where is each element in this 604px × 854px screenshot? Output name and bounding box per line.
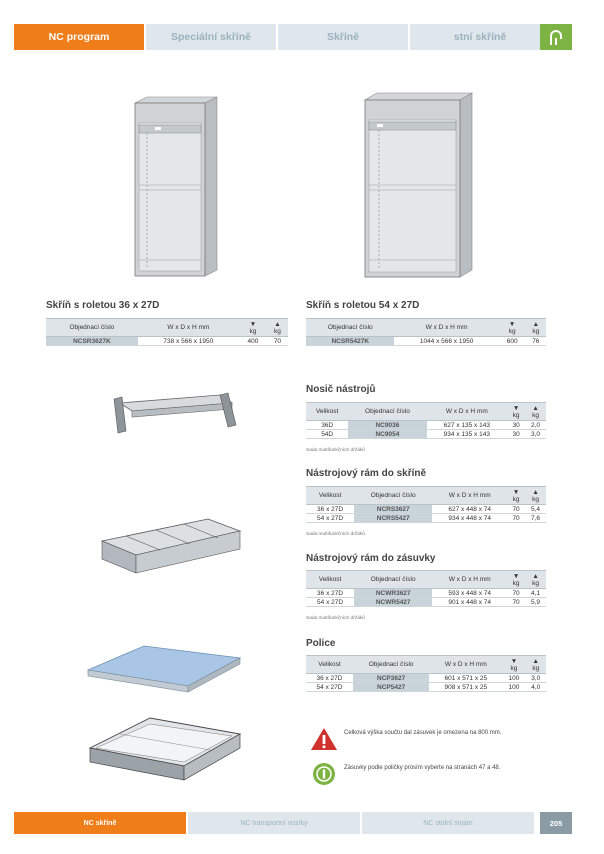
cabinet-54-spec-table (306, 318, 546, 346)
tab-wall-cabinets[interactable]: stní skříně (410, 24, 550, 50)
table-row: 54 x 27D NCRS5427 934 x 448 x 74 70 7,6 (306, 514, 546, 523)
thumb-bracket-icon (546, 27, 566, 47)
cabinet-36-spec-table (46, 318, 288, 346)
cabinet-tool-frame-image (96, 515, 246, 577)
order-number: NCSR5427K (306, 337, 394, 346)
table-row: 54D NC9054 934 x 135 x 143 30 3,0 (306, 430, 546, 439)
col-load-capacity: ▼ kg (499, 319, 526, 337)
col-weight: ▲ kg (526, 656, 546, 674)
order-number: NCSR3627K (46, 337, 138, 346)
shelf-title: Police (306, 638, 336, 649)
col-order-number: Objednací číslo (306, 319, 394, 337)
load-weight-icon: ▼ (510, 657, 518, 665)
col-order-number: Objednací číslo (354, 487, 432, 505)
weight-icon: ▲ (532, 320, 540, 328)
tool-holder-note: Sada multifunkčních držáků (306, 448, 365, 453)
col-dimensions: W x D x H mm (429, 656, 502, 674)
col-order-number: Objednací číslo (46, 319, 138, 337)
table-row: 36 x 27D NCP3627 601 x 571 x 25 100 3,0 (306, 674, 546, 683)
roller-cabinet-36-image (125, 95, 225, 285)
weight-icon: ▲ (532, 488, 539, 496)
col-weight: ▲ kg (525, 571, 546, 589)
cabinet-36-title: Skříň s roletou 36 x 27D (46, 300, 160, 311)
tab-cabinets[interactable]: Skříně (278, 24, 408, 50)
tool-frame-spec-table (306, 486, 546, 523)
col-dimensions: W x D x H mm (427, 403, 508, 421)
table-row (306, 337, 546, 346)
load-weight-icon: ▼ (249, 320, 257, 328)
drawer-frame-title: Nástrojový rám do zásuvky (306, 553, 436, 564)
brand-logo (540, 24, 572, 50)
cabinet-54-title: Skříň s roletou 54 x 27D (306, 300, 420, 311)
col-dimensions: W x D x H mm (432, 487, 507, 505)
col-weight: ▲ kg (267, 319, 288, 337)
tool-frame-title: Nástrojový rám do skříně (306, 468, 427, 479)
load-capacity: 400 (239, 337, 267, 346)
shelf-image (84, 640, 244, 700)
roller-cabinet-54-image (355, 90, 480, 285)
col-load-capacity: ▼ kg (502, 656, 525, 674)
drawer-frame-spec-table (306, 570, 546, 607)
col-order-number: Objednací číslo (348, 403, 426, 421)
weight-icon: ▲ (532, 657, 539, 665)
load-weight-icon: ▼ (512, 488, 520, 496)
col-load-capacity: ▼ kg (507, 403, 525, 421)
warning-icon (310, 727, 338, 751)
tab-special-cabinets[interactable]: Speciální skříně (146, 24, 276, 50)
info-notice (310, 762, 514, 786)
col-size: Velikost (306, 656, 353, 674)
load-weight-icon: ▼ (512, 404, 520, 412)
dimensions: 738 x 566 x 1950 (138, 337, 239, 346)
footer-tab-nc-cabinets[interactable]: NC skříně (14, 812, 186, 834)
footer-tab-nc-bench-stand[interactable]: NC stolní stojan (362, 812, 534, 834)
info-icon (310, 762, 338, 786)
col-order-number: Objednací číslo (353, 656, 429, 674)
top-navigation (14, 24, 574, 50)
col-weight: ▲ kg (525, 487, 546, 505)
col-size: Velikost (306, 487, 354, 505)
warning-text: Celková výška součtu dal zásuvek je omezena na 800 mm. (344, 730, 502, 736)
weight-icon: ▲ (532, 572, 539, 580)
col-weight: ▲ kg (526, 319, 546, 337)
load-capacity: 600 (499, 337, 526, 346)
load-weight-icon: ▼ (508, 320, 516, 328)
weight-icon: ▲ (274, 320, 281, 328)
load-weight-icon: ▼ (512, 572, 520, 580)
dimensions: 1044 x 566 x 1950 (394, 337, 498, 346)
drawer-tool-frame-image (84, 712, 244, 792)
table-row (46, 337, 288, 346)
tool-holder-spec-table (306, 402, 546, 439)
table-row: 54 x 27D NCWR5427 901 x 448 x 74 70 5,9 (306, 598, 546, 607)
shelf-spec-table (306, 655, 546, 692)
footer-tab-nc-trolleys[interactable]: NC transportní vozíky (188, 812, 360, 834)
table-row: 36D NC9036 627 x 135 x 143 30 2,0 (306, 421, 546, 430)
table-row: 54 x 27D NCP5427 908 x 571 x 25 100 4,0 (306, 683, 546, 692)
col-size: Velikost (306, 571, 354, 589)
weight: 70 (267, 337, 288, 346)
tab-nc-program[interactable]: NC program (14, 24, 144, 50)
col-dimensions: W x D x H mm (138, 319, 239, 337)
col-dimensions: W x D x H mm (394, 319, 498, 337)
col-size: Velikost (306, 403, 348, 421)
page-number: 205 (540, 812, 572, 834)
weight-icon: ▲ (532, 404, 539, 412)
col-load-capacity: ▼ kg (239, 319, 267, 337)
col-weight: ▲ kg (525, 403, 546, 421)
drawer-frame-note: Sada multifunkčních držáků (306, 616, 365, 621)
tool-holder-title: Nosič nástrojů (306, 384, 376, 395)
info-text: Zásuvky podle poličky prosím vyberte na stranách 47 a 48. (344, 765, 501, 771)
col-order-number: Objednací číslo (354, 571, 432, 589)
footer-navigation (14, 812, 574, 834)
table-row: 36 x 27D NCWR3627 593 x 448 x 74 70 4,1 (306, 589, 546, 598)
col-load-capacity: ▼ kg (507, 487, 525, 505)
weight: 76 (526, 337, 546, 346)
col-dimensions: W x D x H mm (432, 571, 507, 589)
table-row: 36 x 27D NCRS3627 627 x 448 x 74 70 5,4 (306, 505, 546, 514)
tool-frame-note: Sada multifunkčních držáků (306, 532, 365, 537)
tool-holder-image (100, 385, 240, 445)
warning-notice (310, 727, 514, 751)
col-load-capacity: ▼ kg (507, 571, 525, 589)
